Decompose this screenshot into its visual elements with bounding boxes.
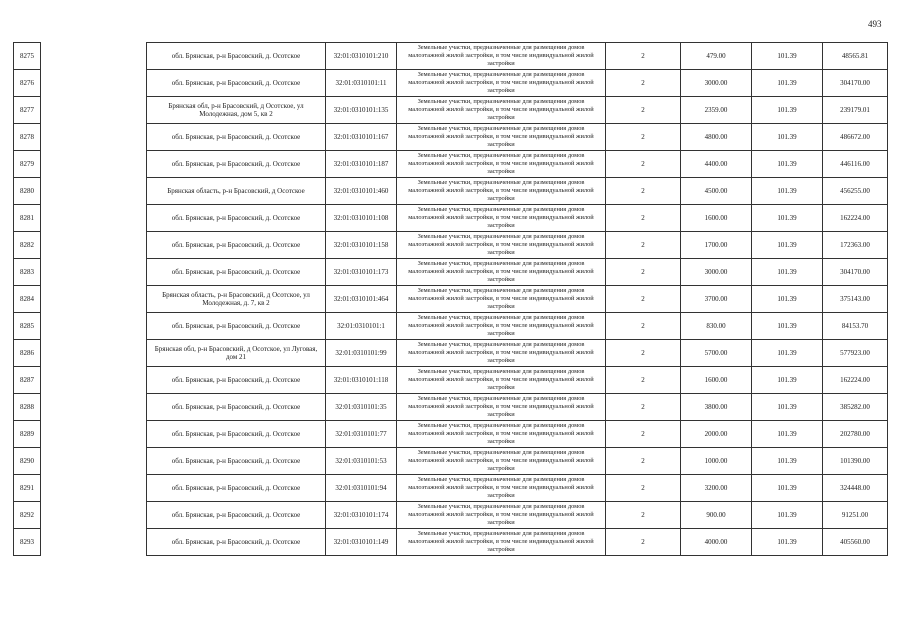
page-number: 493 (868, 19, 882, 29)
cadastral-value-cell: 172363.00 (823, 232, 888, 259)
cadastral-value-cell: 304170.00 (823, 259, 888, 286)
land-use-cell: Земельные участки, предназначенные для размещения домов малоэтажной жилой застройки, в том числе индивидуальной жилой застройки (397, 394, 606, 421)
land-use-cell: Земельные участки, предназначенные для размещения домов малоэтажной жилой застройки, в том числе индивидуальной жилой застройки (397, 232, 606, 259)
cadastral-number-cell: 32:01:0310101:174 (326, 502, 397, 529)
area-cell: 4800.00 (681, 124, 752, 151)
spacer-cell (41, 232, 147, 259)
specific-value-cell: 101.39 (752, 70, 823, 97)
row-number-cell: 8286 (14, 340, 41, 367)
table-row (14, 259, 888, 286)
table-row (14, 313, 888, 340)
land-use-cell: Земельные участки, предназначенные для размещения домов малоэтажной жилой застройки, в том числе индивидуальной жилой застройки (397, 124, 606, 151)
cadastral-value-cell: 162224.00 (823, 367, 888, 394)
spacer-cell (41, 340, 147, 367)
address-cell: обл. Брянская, р-н Брасовский, д. Осотское (147, 502, 326, 529)
specific-value-cell: 101.39 (752, 205, 823, 232)
cadastral-number-cell: 32:01:0310101:118 (326, 367, 397, 394)
address-cell: Брянская обл, р-н Брасовский, д Осотское, ул Молодежная, дом 5, кв 2 (147, 97, 326, 124)
address-cell: обл. Брянская, р-н Брасовский, д. Осотское (147, 43, 326, 70)
cadastral-value-cell: 84153.70 (823, 313, 888, 340)
category-cell: 2 (606, 124, 681, 151)
area-cell: 3800.00 (681, 394, 752, 421)
address-cell: Брянская обл, р-н Брасовский, д Осотское, ул Луговая, дом 21 (147, 340, 326, 367)
cadastral-number-cell: 32:01:0310101:99 (326, 340, 397, 367)
address-cell: обл. Брянская, р-н Брасовский, д. Осотское (147, 394, 326, 421)
land-use-cell: Земельные участки, предназначенные для размещения домов малоэтажной жилой застройки, в том числе индивидуальной жилой застройки (397, 43, 606, 70)
table-row (14, 124, 888, 151)
cadastral-value-cell: 405560.00 (823, 529, 888, 556)
area-cell: 3000.00 (681, 259, 752, 286)
address-cell: обл. Брянская, р-н Брасовский, д. Осотское (147, 232, 326, 259)
cadastral-number-cell: 32:01:0310101:53 (326, 448, 397, 475)
table-row (14, 529, 888, 556)
spacer-cell (41, 124, 147, 151)
specific-value-cell: 101.39 (752, 367, 823, 394)
cadastral-value-table (13, 42, 888, 556)
specific-value-cell: 101.39 (752, 43, 823, 70)
specific-value-cell: 101.39 (752, 178, 823, 205)
address-cell: обл. Брянская, р-н Брасовский, д. Осотское (147, 367, 326, 394)
spacer-cell (41, 313, 147, 340)
category-cell: 2 (606, 286, 681, 313)
row-number-cell: 8292 (14, 502, 41, 529)
area-cell: 4000.00 (681, 529, 752, 556)
address-cell: обл. Брянская, р-н Брасовский, д. Осотское (147, 475, 326, 502)
category-cell: 2 (606, 205, 681, 232)
address-cell: обл. Брянская, р-н Брасовский, д. Осотское (147, 421, 326, 448)
cadastral-number-cell: 32:01:0310101:210 (326, 43, 397, 70)
row-number-cell: 8293 (14, 529, 41, 556)
spacer-cell (41, 259, 147, 286)
spacer-cell (41, 286, 147, 313)
row-number-cell: 8289 (14, 421, 41, 448)
area-cell: 3700.00 (681, 286, 752, 313)
cadastral-value-cell: 162224.00 (823, 205, 888, 232)
address-cell: обл. Брянская, р-н Брасовский, д. Осотское (147, 448, 326, 475)
address-cell: обл. Брянская, р-н Брасовский, д. Осотское (147, 205, 326, 232)
address-cell: обл. Брянская, р-н Брасовский, д. Осотское (147, 259, 326, 286)
specific-value-cell: 101.39 (752, 259, 823, 286)
spacer-cell (41, 367, 147, 394)
cadastral-value-cell: 304170.00 (823, 70, 888, 97)
table-row (14, 448, 888, 475)
specific-value-cell: 101.39 (752, 97, 823, 124)
spacer-cell (41, 178, 147, 205)
cadastral-number-cell: 32:01:0310101:77 (326, 421, 397, 448)
table-row (14, 367, 888, 394)
area-cell: 1700.00 (681, 232, 752, 259)
spacer-cell (41, 97, 147, 124)
category-cell: 2 (606, 502, 681, 529)
cadastral-number-cell: 32:01:0310101:149 (326, 529, 397, 556)
table-row (14, 475, 888, 502)
cadastral-number-cell: 32:01:0310101:1 (326, 313, 397, 340)
specific-value-cell: 101.39 (752, 475, 823, 502)
area-cell: 2000.00 (681, 421, 752, 448)
cadastral-number-cell: 32:01:0310101:11 (326, 70, 397, 97)
area-cell: 830.00 (681, 313, 752, 340)
spacer-cell (41, 70, 147, 97)
category-cell: 2 (606, 232, 681, 259)
spacer-cell (41, 448, 147, 475)
row-number-cell: 8279 (14, 151, 41, 178)
row-number-cell: 8281 (14, 205, 41, 232)
land-use-cell: Земельные участки, предназначенные для размещения домов малоэтажной жилой застройки, в том числе индивидуальной жилой застройки (397, 421, 606, 448)
area-cell: 2359.00 (681, 97, 752, 124)
address-cell: Брянская область, р-н Брасовский, д Осотское, ул Молодежная, д. 7, кв 2 (147, 286, 326, 313)
specific-value-cell: 101.39 (752, 421, 823, 448)
area-cell: 900.00 (681, 502, 752, 529)
row-number-cell: 8287 (14, 367, 41, 394)
row-number-cell: 8285 (14, 313, 41, 340)
area-cell: 3200.00 (681, 475, 752, 502)
category-cell: 2 (606, 259, 681, 286)
area-cell: 4500.00 (681, 178, 752, 205)
cadastral-value-cell: 577923.00 (823, 340, 888, 367)
table-row (14, 178, 888, 205)
table-row (14, 97, 888, 124)
specific-value-cell: 101.39 (752, 313, 823, 340)
land-use-cell: Земельные участки, предназначенные для размещения домов малоэтажной жилой застройки, в том числе индивидуальной жилой застройки (397, 367, 606, 394)
spacer-cell (41, 205, 147, 232)
category-cell: 2 (606, 367, 681, 394)
row-number-cell: 8278 (14, 124, 41, 151)
area-cell: 1600.00 (681, 367, 752, 394)
specific-value-cell: 101.39 (752, 232, 823, 259)
cadastral-number-cell: 32:01:0310101:94 (326, 475, 397, 502)
row-number-cell: 8283 (14, 259, 41, 286)
cadastral-number-cell: 32:01:0310101:135 (326, 97, 397, 124)
address-cell: Брянская область, р-н Брасовский, д Осотское (147, 178, 326, 205)
category-cell: 2 (606, 313, 681, 340)
land-use-cell: Земельные участки, предназначенные для размещения домов малоэтажной жилой застройки, в том числе индивидуальной жилой застройки (397, 205, 606, 232)
land-use-cell: Земельные участки, предназначенные для размещения домов малоэтажной жилой застройки, в том числе индивидуальной жилой застройки (397, 529, 606, 556)
cadastral-value-cell: 385282.00 (823, 394, 888, 421)
row-number-cell: 8282 (14, 232, 41, 259)
spacer-cell (41, 151, 147, 178)
row-number-cell: 8276 (14, 70, 41, 97)
category-cell: 2 (606, 475, 681, 502)
row-number-cell: 8275 (14, 43, 41, 70)
land-use-cell: Земельные участки, предназначенные для размещения домов малоэтажной жилой застройки, в том числе индивидуальной жилой застройки (397, 448, 606, 475)
cadastral-number-cell: 32:01:0310101:173 (326, 259, 397, 286)
row-number-cell: 8288 (14, 394, 41, 421)
category-cell: 2 (606, 394, 681, 421)
table-row (14, 232, 888, 259)
cadastral-number-cell: 32:01:0310101:158 (326, 232, 397, 259)
cadastral-number-cell: 32:01:0310101:167 (326, 124, 397, 151)
table-row (14, 43, 888, 70)
specific-value-cell: 101.39 (752, 529, 823, 556)
row-number-cell: 8277 (14, 97, 41, 124)
address-cell: обл. Брянская, р-н Брасовский, д. Осотское (147, 151, 326, 178)
land-use-cell: Земельные участки, предназначенные для размещения домов малоэтажной жилой застройки, в том числе индивидуальной жилой застройки (397, 286, 606, 313)
table-row (14, 286, 888, 313)
area-cell: 4400.00 (681, 151, 752, 178)
specific-value-cell: 101.39 (752, 394, 823, 421)
cadastral-value-cell: 202780.00 (823, 421, 888, 448)
category-cell: 2 (606, 97, 681, 124)
cadastral-number-cell: 32:01:0310101:108 (326, 205, 397, 232)
table-row (14, 70, 888, 97)
land-use-cell: Земельные участки, предназначенные для размещения домов малоэтажной жилой застройки, в том числе индивидуальной жилой застройки (397, 259, 606, 286)
cadastral-value-cell: 446116.00 (823, 151, 888, 178)
table-row (14, 394, 888, 421)
specific-value-cell: 101.39 (752, 340, 823, 367)
table-row (14, 205, 888, 232)
specific-value-cell: 101.39 (752, 448, 823, 475)
land-use-cell: Земельные участки, предназначенные для размещения домов малоэтажной жилой застройки, в том числе индивидуальной жилой застройки (397, 502, 606, 529)
address-cell: обл. Брянская, р-н Брасовский, д. Осотское (147, 124, 326, 151)
area-cell: 479.00 (681, 43, 752, 70)
cadastral-value-cell: 48565.81 (823, 43, 888, 70)
row-number-cell: 8284 (14, 286, 41, 313)
spacer-cell (41, 43, 147, 70)
address-cell: обл. Брянская, р-н Брасовский, д. Осотское (147, 70, 326, 97)
category-cell: 2 (606, 448, 681, 475)
cadastral-value-cell: 324448.00 (823, 475, 888, 502)
cadastral-number-cell: 32:01:0310101:460 (326, 178, 397, 205)
area-cell: 1600.00 (681, 205, 752, 232)
land-use-cell: Земельные участки, предназначенные для размещения домов малоэтажной жилой застройки, в том числе индивидуальной жилой застройки (397, 151, 606, 178)
spacer-cell (41, 421, 147, 448)
category-cell: 2 (606, 70, 681, 97)
row-number-cell: 8280 (14, 178, 41, 205)
address-cell: обл. Брянская, р-н Брасовский, д. Осотское (147, 529, 326, 556)
land-use-cell: Земельные участки, предназначенные для размещения домов малоэтажной жилой застройки, в том числе индивидуальной жилой застройки (397, 178, 606, 205)
cadastral-value-cell: 375143.00 (823, 286, 888, 313)
category-cell: 2 (606, 529, 681, 556)
spacer-cell (41, 475, 147, 502)
cadastral-value-cell: 486672.00 (823, 124, 888, 151)
specific-value-cell: 101.39 (752, 124, 823, 151)
land-use-cell: Земельные участки, предназначенные для размещения домов малоэтажной жилой застройки, в том числе индивидуальной жилой застройки (397, 340, 606, 367)
cadastral-value-cell: 456255.00 (823, 178, 888, 205)
cadastral-value-cell: 239179.01 (823, 97, 888, 124)
row-number-cell: 8290 (14, 448, 41, 475)
land-use-cell: Земельные участки, предназначенные для размещения домов малоэтажной жилой застройки, в том числе индивидуальной жилой застройки (397, 313, 606, 340)
category-cell: 2 (606, 178, 681, 205)
table-row (14, 421, 888, 448)
table-body (14, 43, 888, 556)
land-use-cell: Земельные участки, предназначенные для размещения домов малоэтажной жилой застройки, в том числе индивидуальной жилой застройки (397, 475, 606, 502)
area-cell: 3000.00 (681, 70, 752, 97)
area-cell: 5700.00 (681, 340, 752, 367)
category-cell: 2 (606, 340, 681, 367)
cadastral-number-cell: 32:01:0310101:187 (326, 151, 397, 178)
cadastral-number-cell: 32:01:0310101:35 (326, 394, 397, 421)
category-cell: 2 (606, 151, 681, 178)
table-row (14, 340, 888, 367)
table-row (14, 502, 888, 529)
category-cell: 2 (606, 421, 681, 448)
area-cell: 1000.00 (681, 448, 752, 475)
cadastral-value-cell: 91251.00 (823, 502, 888, 529)
category-cell: 2 (606, 43, 681, 70)
table-row (14, 151, 888, 178)
cadastral-value-cell: 101390.00 (823, 448, 888, 475)
address-cell: обл. Брянская, р-н Брасовский, д. Осотское (147, 313, 326, 340)
row-number-cell: 8291 (14, 475, 41, 502)
spacer-cell (41, 394, 147, 421)
cadastral-number-cell: 32:01:0310101:464 (326, 286, 397, 313)
specific-value-cell: 101.39 (752, 151, 823, 178)
specific-value-cell: 101.39 (752, 502, 823, 529)
specific-value-cell: 101.39 (752, 286, 823, 313)
land-use-cell: Земельные участки, предназначенные для размещения домов малоэтажной жилой застройки, в том числе индивидуальной жилой застройки (397, 70, 606, 97)
spacer-cell (41, 529, 147, 556)
spacer-cell (41, 502, 147, 529)
land-use-cell: Земельные участки, предназначенные для размещения домов малоэтажной жилой застройки, в том числе индивидуальной жилой застройки (397, 97, 606, 124)
